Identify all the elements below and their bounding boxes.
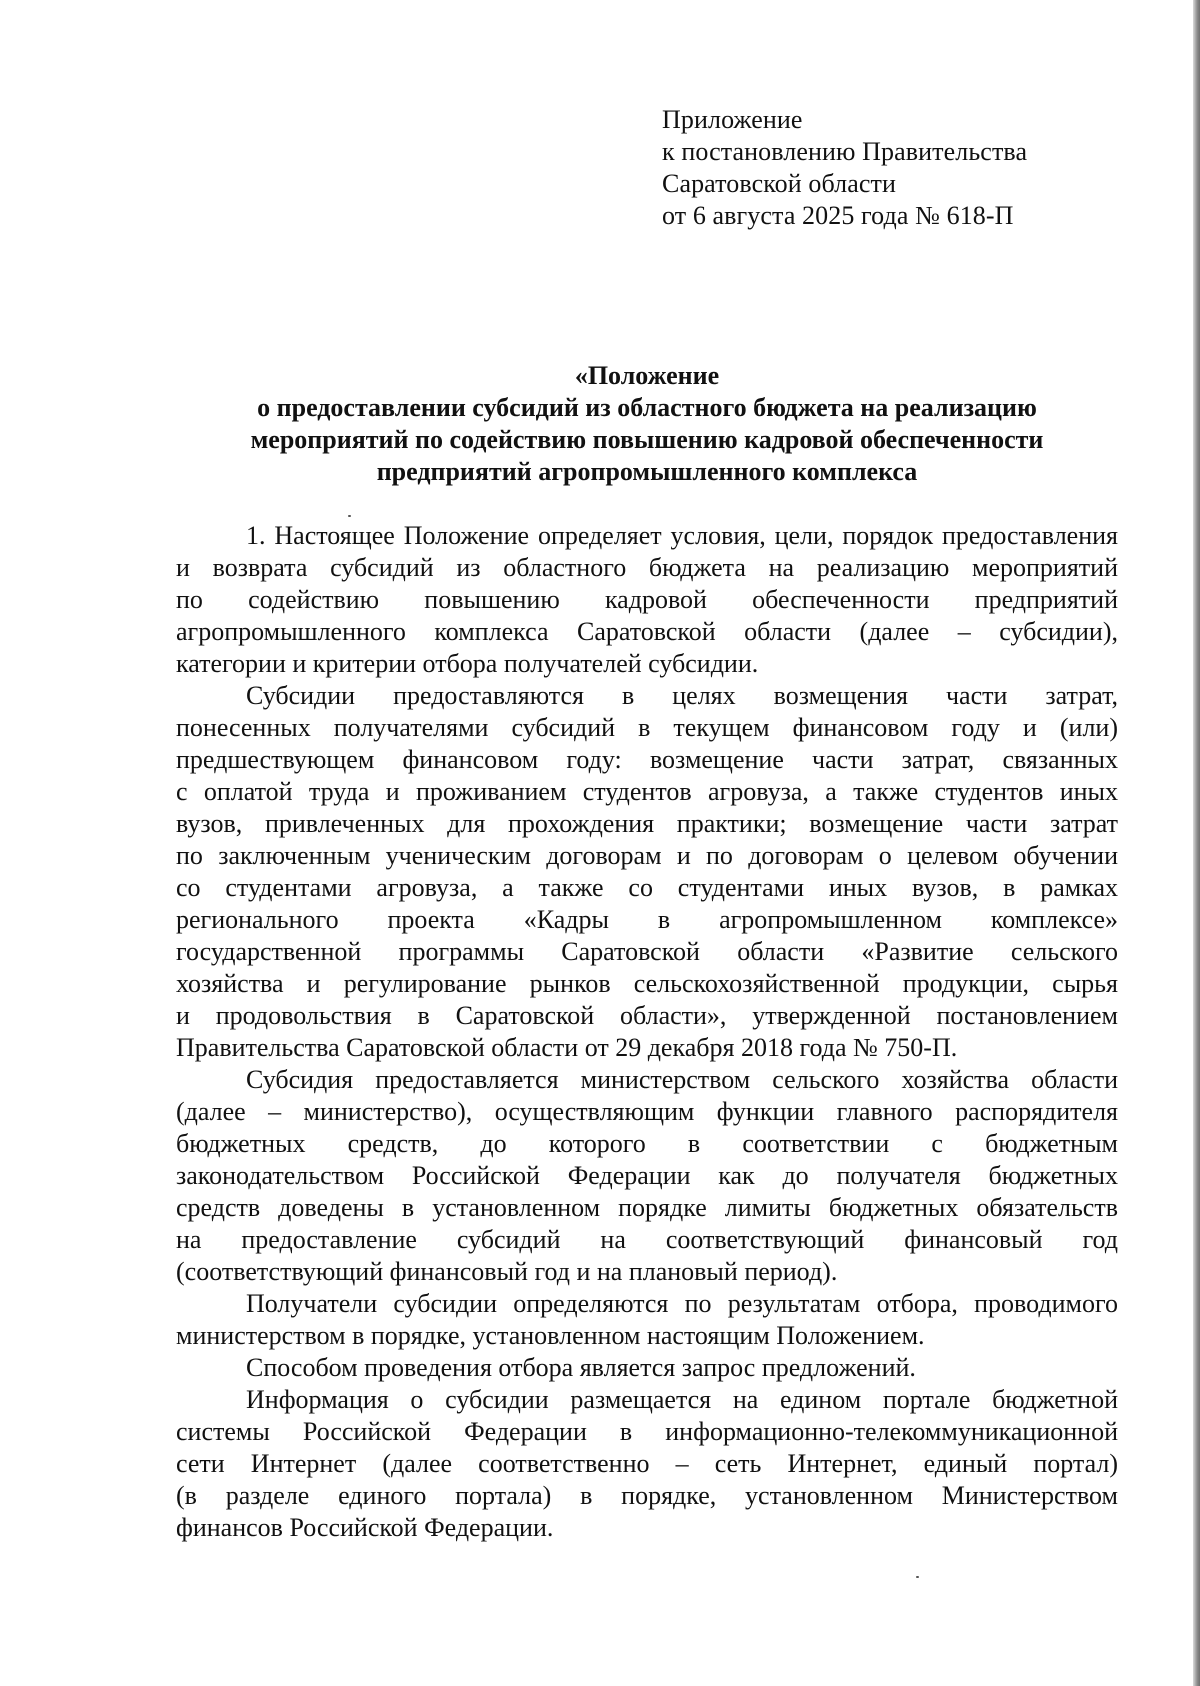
text-line: государственной программы Саратовской области «Развитие сельского — [176, 937, 1118, 966]
text-line: системы Российской Федерации в информационно-телекоммуникационной — [176, 1417, 1118, 1446]
text-line: законодательством Российской Федерации как до получателя бюджетных — [176, 1161, 1118, 1190]
document-title — [176, 360, 1118, 488]
text-line: по заключенным ученическим договорам и по договорам о целевом обучении — [176, 841, 1118, 870]
paragraph-4 — [176, 1288, 1118, 1352]
paragraph-5 — [176, 1352, 1118, 1384]
text-line: Правительства Саратовской области от 29 декабря 2018 года № 750-П. — [176, 1033, 958, 1062]
title-line: «Положение — [574, 361, 720, 390]
scan-speck — [916, 1576, 919, 1578]
text-line: (в разделе единого портала) в порядке, установленном Министерством — [176, 1481, 1118, 1510]
appendix-header — [662, 104, 1027, 232]
paragraph-1 — [176, 520, 1118, 680]
text-line: сети Интернет (далее соответственно – сеть Интернет, единый портал) — [176, 1449, 1118, 1478]
scan-edge — [1193, 0, 1200, 1686]
text-line: (соответствующий финансовый год и на плановый период). — [176, 1257, 838, 1286]
text-line: хозяйства и регулирование рынков сельскохозяйственной продукции, сырья — [176, 969, 1118, 998]
paragraph-6 — [176, 1384, 1118, 1544]
appendix-line: Саратовской области — [662, 169, 896, 198]
text-line: министерством в порядке, установленном настоящим Положением. — [176, 1321, 925, 1350]
text-line: Информация о субсидии размещается на едином портале бюджетной — [246, 1385, 1118, 1414]
text-line: предшествующем финансовом году: возмещение части затрат, связанных — [176, 745, 1118, 774]
paragraph-2 — [176, 680, 1118, 1064]
text-line: на предоставление субсидий на соответствующий финансовый год — [176, 1225, 1118, 1254]
text-line: средств доведены в установленном порядке лимиты бюджетных обязательств — [176, 1193, 1118, 1222]
text-line: бюджетных средств, до которого в соответствии с бюджетным — [176, 1129, 1118, 1158]
document-body — [176, 520, 1118, 1544]
scan-speck — [348, 515, 351, 517]
appendix-line: от 6 августа 2025 года № 618-П — [662, 201, 1014, 230]
title-line: мероприятий по содействию повышению кадровой обеспеченности — [250, 425, 1044, 454]
text-line: со студентами агровуза, а также со студентами иных вузов, в рамках — [176, 873, 1118, 902]
text-line: финансов Российской Федерации. — [176, 1513, 554, 1542]
appendix-line: Приложение — [662, 105, 803, 134]
title-line: предприятий агропромышленного комплекса — [376, 457, 918, 486]
text-line: Способом проведения отбора является запрос предложений. — [246, 1353, 916, 1382]
text-line: 1. Настоящее Положение определяет условия, цели, порядок предоставления — [246, 521, 1118, 550]
text-line: (далее – министерство), осуществляющим функции главного распорядителя — [176, 1097, 1118, 1126]
text-line: по содействию повышению кадровой обеспеченности предприятий — [176, 585, 1118, 614]
text-line: понесенных получателями субсидий в текущем финансовом году и (или) — [176, 713, 1118, 742]
text-line: Субсидия предоставляется министерством сельского хозяйства области — [246, 1065, 1118, 1094]
appendix-line: к постановлению Правительства — [662, 137, 1028, 166]
paragraph-3 — [176, 1064, 1118, 1288]
text-line: и возврата субсидий из областного бюджета на реализацию мероприятий — [176, 553, 1118, 582]
text-line: и продовольствия в Саратовской области», утвержденной постановлением — [176, 1001, 1118, 1030]
text-line: категории и критерии отбора получателей субсидии. — [176, 649, 759, 678]
text-line: Субсидии предоставляются в целях возмещения части затрат, — [246, 681, 1118, 710]
text-line: регионального проекта «Кадры в агропромышленном комплексе» — [176, 905, 1118, 934]
text-line: с оплатой труда и проживанием студентов агровуза, а также студентов иных — [176, 777, 1118, 806]
text-line: вузов, привлеченных для прохождения практики; возмещение части затрат — [176, 809, 1118, 838]
text-line: агропромышленного комплекса Саратовской области (далее – субсидии), — [176, 617, 1118, 646]
title-line: о предоставлении субсидий из областного бюджета на реализацию — [257, 393, 1037, 422]
text-line: Получатели субсидии определяются по результатам отбора, проводимого — [246, 1289, 1118, 1318]
